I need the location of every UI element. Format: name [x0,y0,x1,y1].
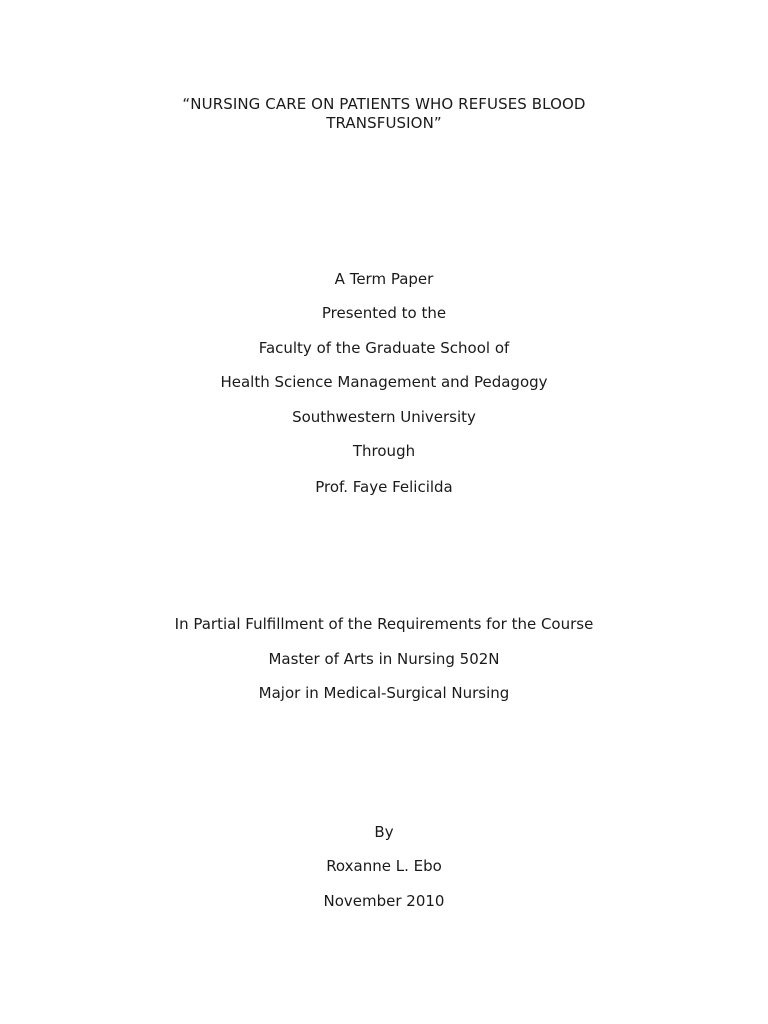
author-name: Roxanne L. Ebo [326,857,442,875]
fulfillment-statement: In Partial Fulfillment of the Requirements for the Course [174,615,594,633]
professor-name: Prof. Faye Felicilda [315,478,453,496]
presented-to-label: Presented to the [321,304,447,322]
submission-date: November 2010 [323,892,445,910]
paper-title-line-1: “NURSING CARE ON PATIENTS WHO REFUSES BLOOD [182,95,586,113]
university-name: Southwestern University [292,408,476,426]
course-name: Master of Arts in Nursing 502N [268,650,500,668]
through-label: Through [352,442,416,460]
by-label: By [374,823,394,841]
term-paper-label: A Term Paper [334,270,434,288]
faculty-label: Faculty of the Graduate School of [258,339,510,357]
paper-title-line-2: TRANSFUSION” [326,114,442,132]
school-name: Health Science Management and Pedagogy [220,373,548,391]
major-name: Major in Medical-Surgical Nursing [258,684,510,702]
